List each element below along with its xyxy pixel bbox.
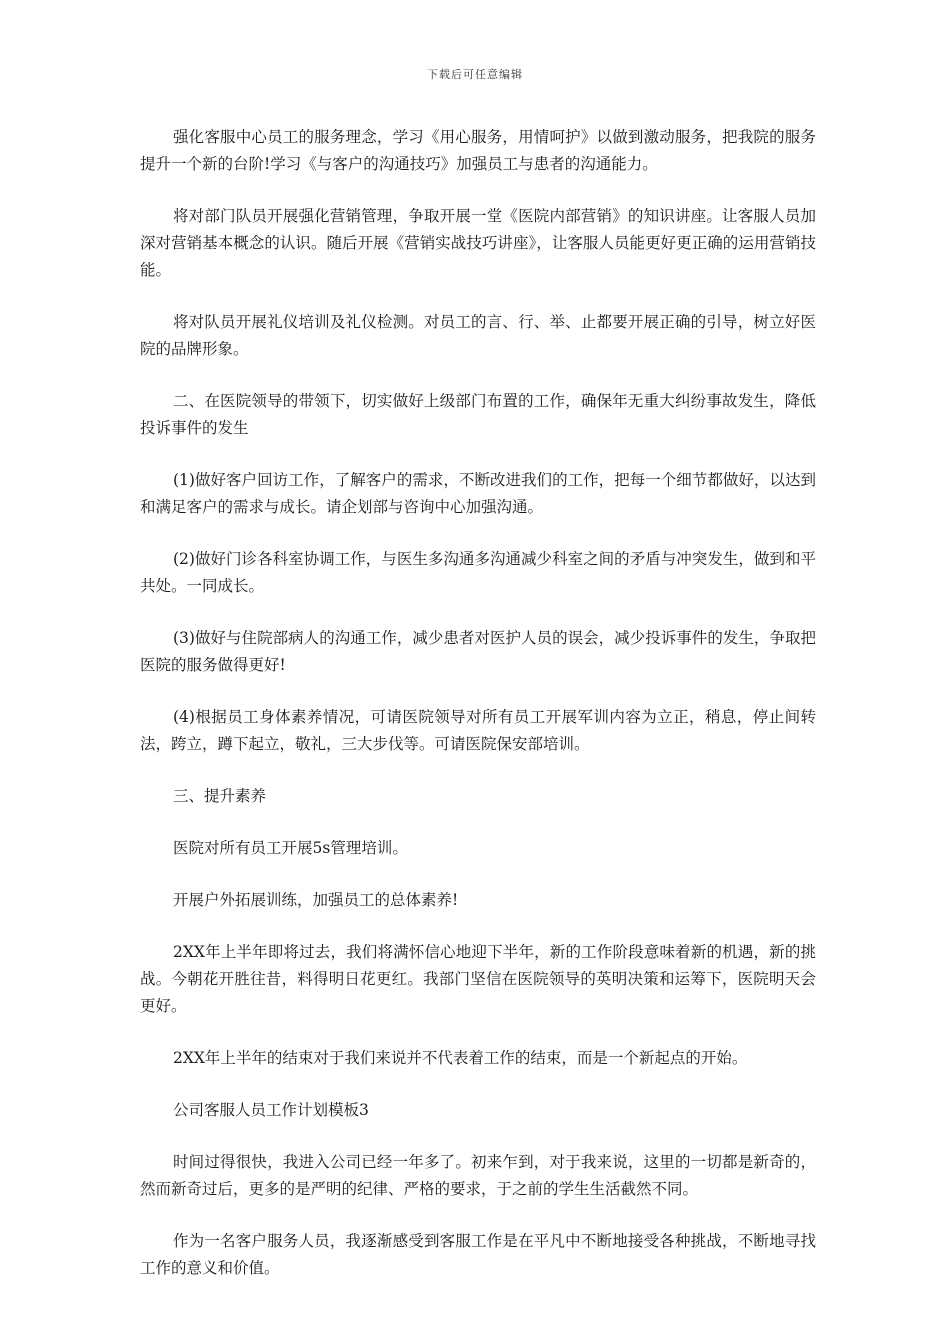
paragraph-intro: 时间过得很快，我进入公司已经一年多了。初来乍到，对于我来说，这里的一切都是新奇的，然而新奇过后，更多的是严明的纪律、严格的要求，于之前的学生生活截然不同。: [140, 1153, 816, 1198]
paragraph-outdoor-training: 开展户外拓展训练，加强员工的总体素养!: [173, 891, 459, 909]
list-item-3: (3)做好与住院部病人的沟通工作，减少患者对医护人员的误会，减少投诉事件的发生，争取把医院的服务做得更好!: [140, 629, 816, 674]
list-item-2: (2)做好门诊各科室协调工作，与医生多沟通多沟通减少科室之间的矛盾与冲突发生，做到和平共处。一同成长。: [140, 550, 816, 595]
paragraph-conclusion: 2XX年上半年的结束对于我们来说并不代表着工作的结束，而是一个新起点的开始。: [173, 1049, 748, 1067]
paragraph-1: 强化客服中心员工的服务理念，学习《用心服务，用情呵护》以做到激动服务，把我院的服务提升一个新的台阶!学习《与客户的沟通技巧》加强员工与患者的沟通能力。: [140, 128, 816, 173]
section-heading-3: 三、提升素养: [173, 787, 267, 805]
paragraph-3: 将对队员开展礼仪培训及礼仪检测。对员工的言、行、举、止都要开展正确的引导，树立好医院的品牌形象。: [140, 313, 816, 358]
paragraph-outlook: 2XX年上半年即将过去，我们将满怀信心地迎下半年，新的工作阶段意味着新的机遇，新的挑战。今朝花开胜往昔，料得明日花更红。我部门坚信在医院领导的英明决策和运筹下，医院明天会更好。: [140, 943, 816, 1015]
list-item-4: (4)根据员工身体素养情况，可请医院领导对所有员工开展军训内容为立正，稍息，停止间转法，跨立，蹲下起立，敬礼，三大步伐等。可请医院保安部培训。: [140, 708, 816, 753]
section-heading-2: 二、在医院领导的带领下，切实做好上级部门布置的工作，确保年无重大纠纷事故发生，降低投诉事件的发生: [140, 392, 816, 437]
paragraph-customer-service: 作为一名客户服务人员，我逐渐感受到客服工作是在平凡中不断地接受各种挑战，不断地寻找工作的意义和价值。: [140, 1232, 816, 1277]
document-body: [140, 124, 816, 1307]
paragraph-5s-training: 医院对所有员工开展5s管理培训。: [173, 839, 408, 857]
template-title: 公司客服人员工作计划模板3: [173, 1101, 369, 1119]
paragraph-2: 将对部门队员开展强化营销管理，争取开展一堂《医院内部营销》的知识讲座。让客服人员加深对营销基本概念的认识。随后开展《营销实战技巧讲座》，让客服人员能更好更正确的运用营销技能。: [140, 207, 816, 279]
page-header: 下载后可任意编辑: [427, 68, 523, 81]
list-item-1: (1)做好客户回访工作，了解客户的需求，不断改进我们的工作，把每一个细节都做好，以达到和满足客户的需求与成长。请企划部与咨询中心加强沟通。: [140, 471, 816, 516]
